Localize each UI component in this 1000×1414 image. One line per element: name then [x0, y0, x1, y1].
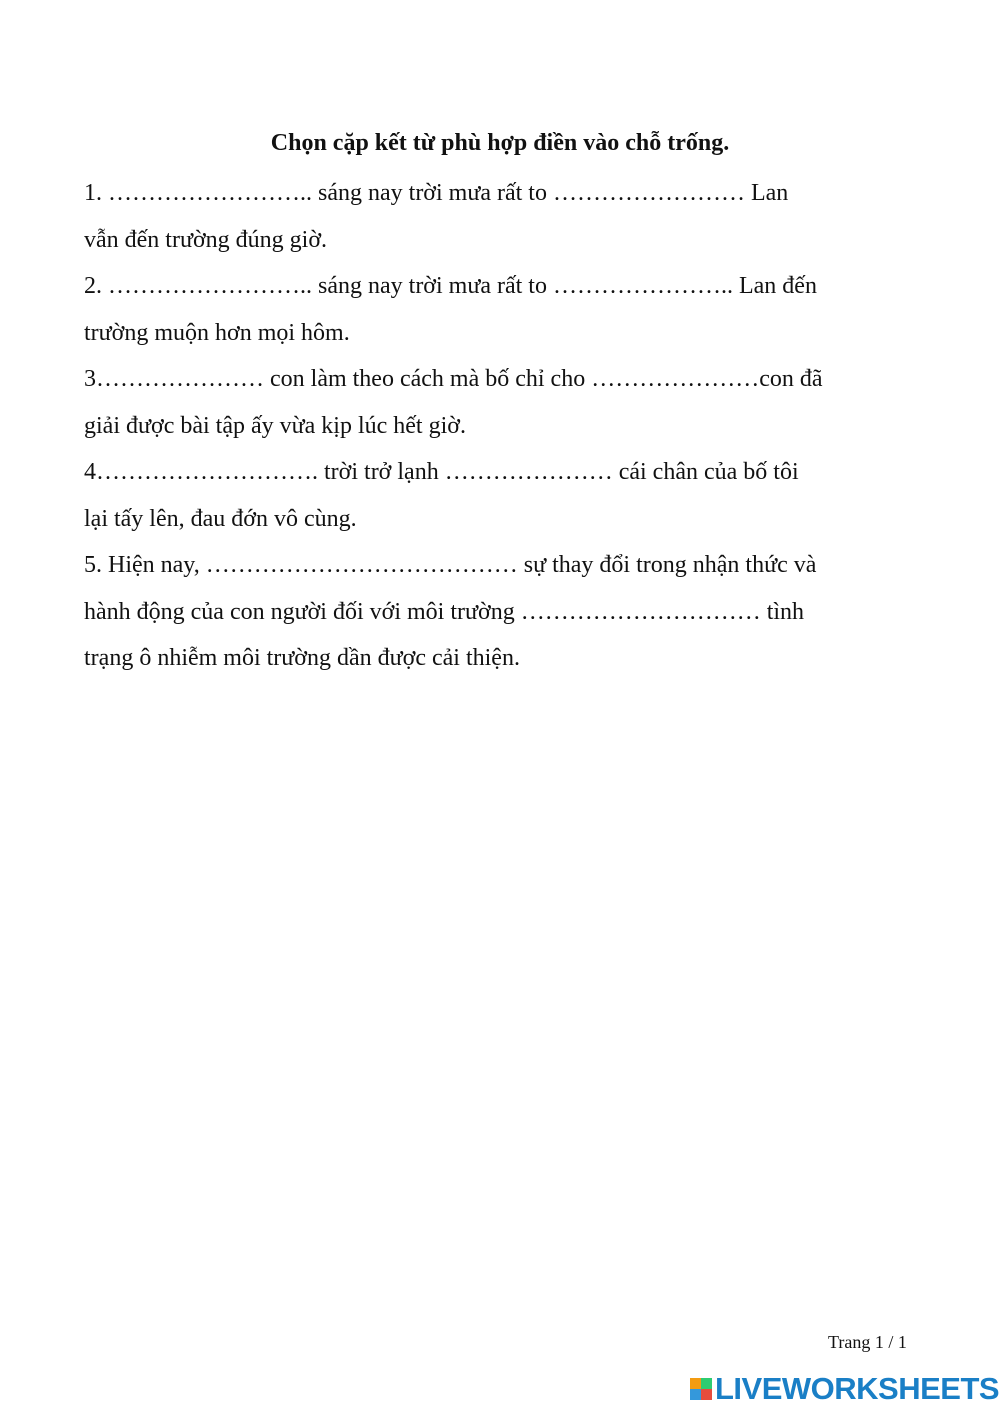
exercise-line-11: trạng ô nhiễm môi trường dần được cải thiện. — [84, 645, 520, 671]
exercise-line-4: trường muộn hơn mọi hôm. — [84, 319, 350, 346]
exercise-line-8: lại tấy lên, đau đớn vô cùng. — [84, 505, 357, 532]
exercise-line-9: 5. Hiện nay, ………………………………… sự thay đổi trong nhận thức và — [84, 552, 817, 578]
exercise-line-10: hành động của con người đối với môi trường ………………………… tình — [84, 598, 805, 625]
exercise-line-5: 3………………… con làm theo cách mà bố chỉ cho …………………con đã — [84, 366, 823, 392]
logo-square-icon — [701, 1378, 712, 1389]
exercise-line-3: 2. …………………….. sáng nay trời mưa rất to ………………….. Lan đến — [84, 273, 817, 299]
liveworksheets-logo-icon — [690, 1378, 712, 1400]
exercise-line-2: vẫn đến trường đúng giờ. — [84, 226, 328, 253]
exercise-line-7: 4………………………. trời trở lạnh ………………… cái chân của bố tôi — [84, 459, 799, 485]
logo-square-icon — [690, 1389, 701, 1400]
liveworksheets-watermark — [690, 1372, 999, 1406]
exercise-text — [84, 170, 924, 682]
logo-square-icon — [690, 1378, 701, 1389]
liveworksheets-wordmark: LIVEWORKSHEETS — [715, 1371, 1000, 1406]
page-title: Chọn cặp kết từ phù hợp điền vào chỗ trống. — [270, 130, 730, 156]
exercise-line-6: giải được bài tập ấy vừa kịp lúc hết giờ. — [84, 412, 466, 439]
exercise-line-1: 1. …………………….. sáng nay trời mưa rất to …………………… Lan — [84, 180, 789, 206]
page-number: Trang 1 / 1 — [828, 1332, 907, 1352]
logo-square-icon — [701, 1389, 712, 1400]
